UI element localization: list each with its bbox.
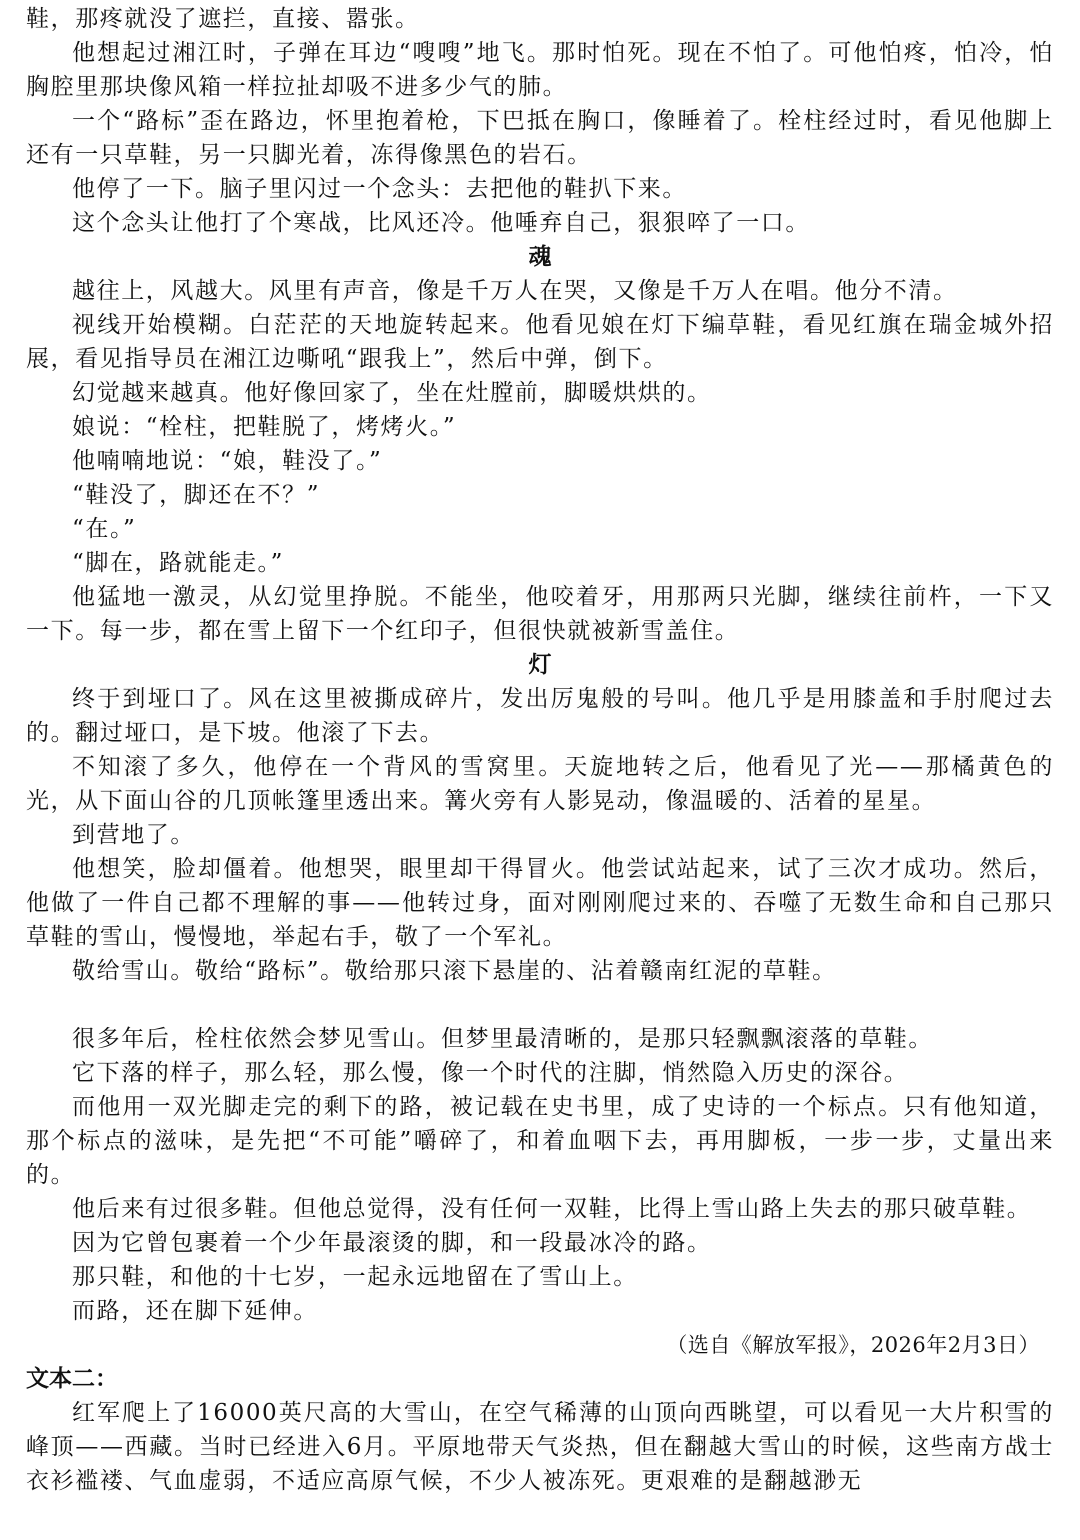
paragraph: 他喃喃地说：“娘，鞋没了。” [72,448,383,474]
paragraph: 敬给雪山。敬给“路标”。敬给那只滚下悬崖的、沾着赣南红泥的草鞋。 [72,958,837,984]
paragraph: 到营地了。 [72,822,195,848]
paragraph: 因为它曾包裹着一个少年最滚烫的脚，和一段最冰冷的路。 [72,1230,712,1256]
section-title-soul: 魂 [528,244,552,270]
paragraph: 它下落的样子，那么轻，那么慢，像一个时代的注脚，悄然隐入历史的深谷。 [72,1060,909,1086]
paragraph: 终于到垭口了。风在这里被撕成碎片，发出厉鬼般的号叫。他几乎是用膝盖和手肘爬过去的。翻过垭口，是下坡。他滚了下去。 [26,686,1054,746]
paragraph: 他想起过湘江时，子弹在耳边“嗖嗖”地飞。那时怕死。现在不怕了。可他怕疼，怕冷，怕胸腔里那块像风箱一样拉扯却吸不进多少气的肺。 [26,40,1054,100]
paragraph: 一个“路标”歪在路边，怀里抱着枪，下巴抵在胸口，像睡着了。栓柱经过时，看见他脚上还有一只草鞋，另一只脚光着，冻得像黑色的岩石。 [26,108,1054,168]
paragraph: “在。” [72,516,137,542]
paragraph: 不知滚了多久，他停在一个背风的雪窝里。天旋地转之后，他看见了光——那橘黄色的光，从下面山谷的几顶帐篷里透出来。篝火旁有人影晃动，像温暖的、活着的星星。 [26,754,1054,814]
paragraph: 他停了一下。脑子里闪过一个念头：去把他的鞋扒下来。 [72,176,687,202]
paragraph: 他猛地一激灵，从幻觉里挣脱。不能坐，他咬着牙，用那两只光脚，继续往前杵，一下又一下。每一步，都在雪上留下一个红印子，但很快就被新雪盖住。 [26,584,1054,644]
paragraph: 幻觉越来越真。他好像回家了，坐在灶膛前，脚暖烘烘的。 [72,380,712,406]
paragraph: 娘说：“栓柱，把鞋脱了，烤烤火。” [72,414,457,440]
paragraph: 越往上，风越大。风里有声音，像是千万人在哭，又像是千万人在唱。他分不清。 [72,278,958,304]
paragraph: 红军爬上了16000英尺高的大雪山，在空气稀薄的山顶向西眺望，可以看见一大片积雪的峰顶——西藏。当时已经进入6月。平原地带天气炎热，但在翻越大雪山的时候，这些南方战士衣衫褴褛、气血虚弱，不适应高原气候，不少人被冻死。更艰难的是翻越渺无 [26,1400,1054,1494]
paragraph: 那只鞋，和他的十七岁，一起永远地留在了雪山上。 [72,1264,638,1290]
paragraph: 他想笑，脸却僵着。他想哭，眼里却干得冒火。他尝试站起来，试了三次才成功。然后，他做了一件自己都不理解的事——他转过身，面对刚刚爬过来的、吞噬了无数生命和自己那只草鞋的雪山，慢慢地，举起右手，敬了一个军礼。 [26,856,1054,950]
section-gap [26,988,1054,1022]
text-two-label: 文本二： [26,1366,118,1392]
paragraph: 视线开始模糊。白茫茫的天地旋转起来。他看见娘在灯下编草鞋，看见红旗在瑞金城外招展，看见指导员在湘江边嘶吼“跟我上”，然后中弹，倒下。 [26,312,1054,372]
paragraph: 而路，还在脚下延伸。 [72,1298,318,1324]
section-title-lamp: 灯 [528,652,552,678]
paragraph: 鞋，那疼就没了遮拦，直接、嚣张。 [26,6,420,32]
paragraph: 这个念头让他打了个寒战，比风还冷。他唾弃自己，狠狠啐了一口。 [72,210,810,236]
paragraph: “鞋没了，脚还在不？” [72,482,321,508]
paragraph: 他后来有过很多鞋。但他总觉得，没有任何一双鞋，比得上雪山路上失去的那只破草鞋。 [72,1196,1032,1222]
paragraph: 而他用一双光脚走完的剩下的路，被记载在史书里，成了史诗的一个标点。只有他知道，那个标点的滋味，是先把“不可能”嚼碎了，和着血咽下去，再用脚板，一步一步，丈量出来的。 [26,1094,1054,1188]
source-citation: （选自《解放军报》，2026年2月3日） [666,1333,1040,1357]
paragraph: “脚在，路就能走。” [72,550,285,576]
paragraph: 很多年后，栓柱依然会梦见雪山。但梦里最清晰的，是那只轻飘飘滚落的草鞋。 [72,1026,933,1052]
